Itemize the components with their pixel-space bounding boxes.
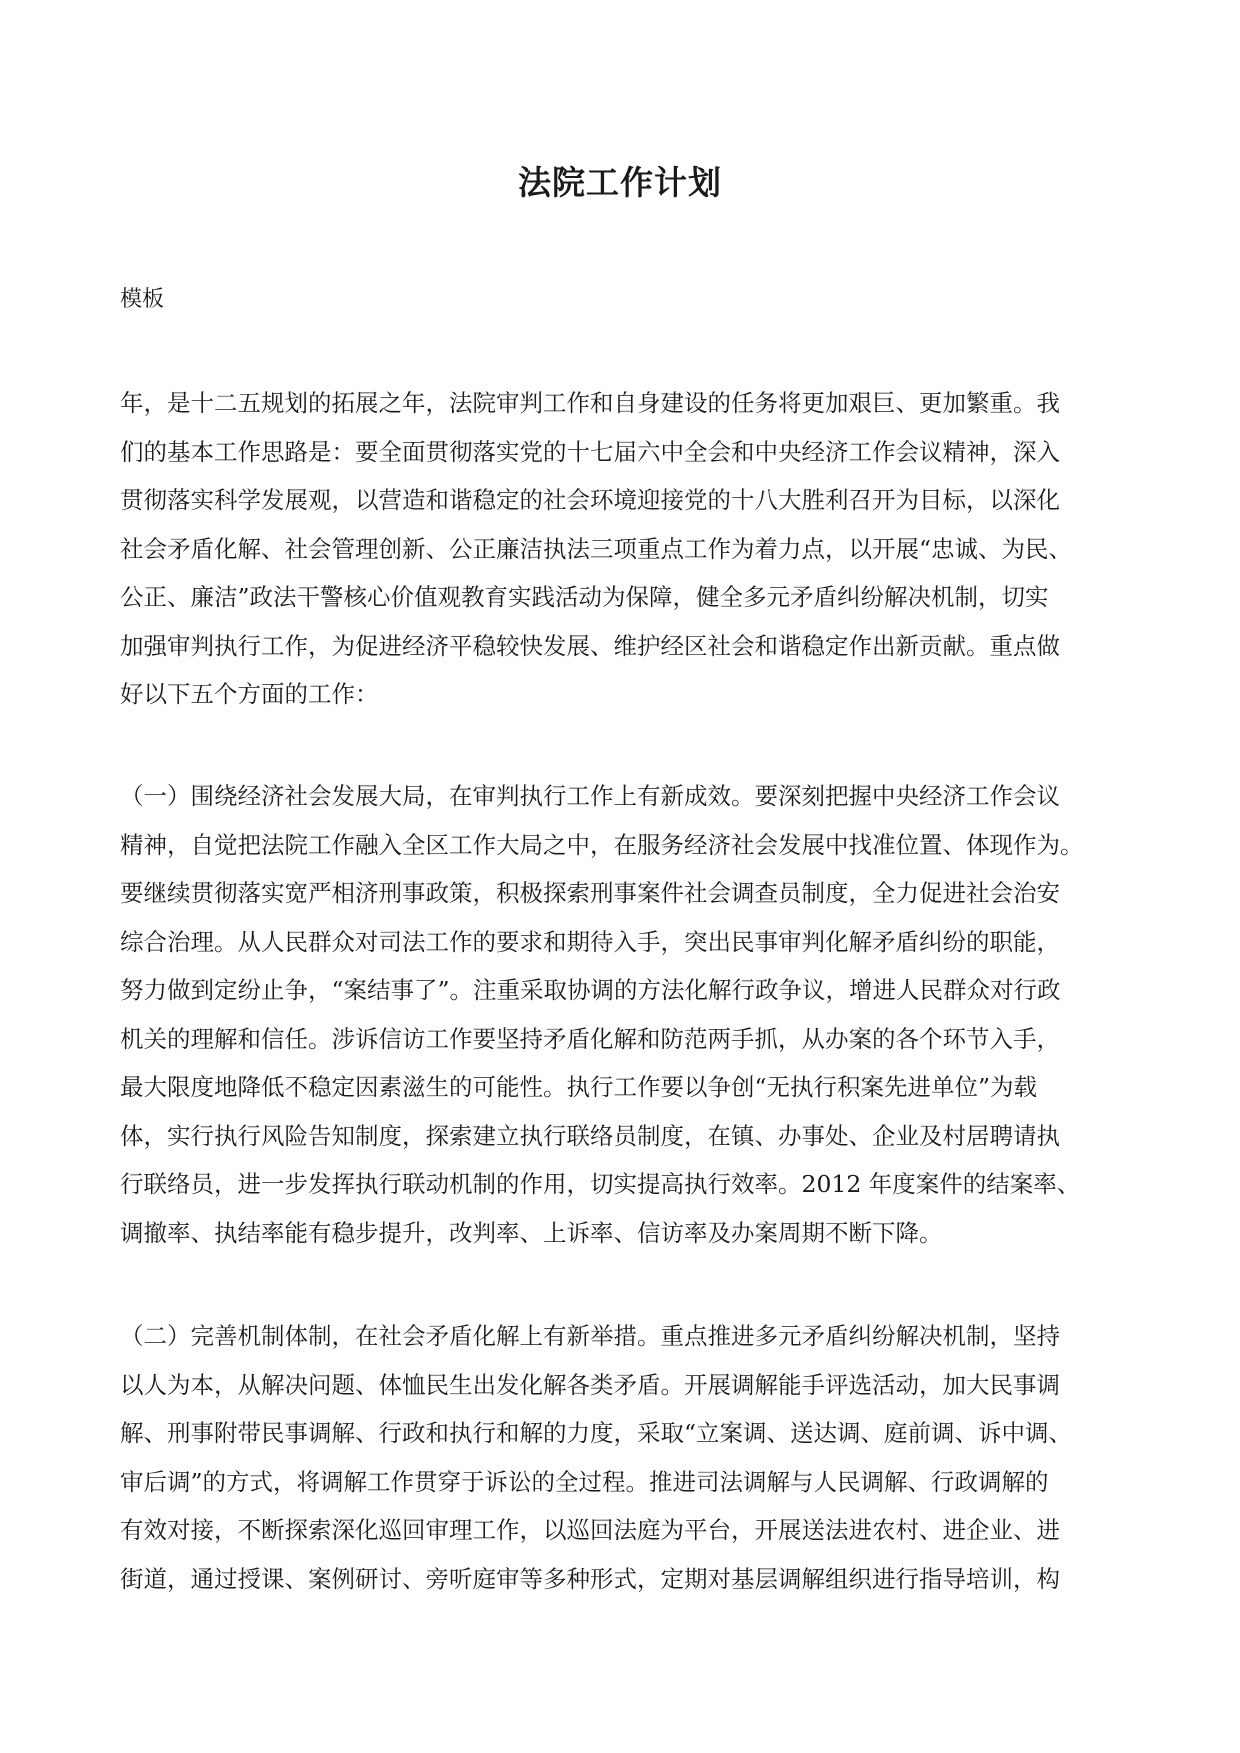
paragraph-intro: 年，是十二五规划的拓展之年，法院审判工作和自身建设的任务将更加艰巨、更加繁重。我 们的基本工作思路是：要全面贯彻落实党的十七届六中全会和中央经济工作会议精神，深入 贯彻落实科学发展观，以营造和谐稳定的社会环境迎接党的十八大胜利召开为目标，以深化 社会矛盾化解、社会管理创新、公正廉洁执法三项重点工作为着力点，以开展“忠诚、为民、 公正、廉洁”政法干警核心价值观教育实践活动为保障，健全多元矛盾纠纷解决机制，切实 加强审判执行工作，为促进经济平稳较快发展、维护经区社会和谐稳定作出新贡献。重点做 好以下五个方面的工作： [120,389,1073,708]
document-title: 法院工作计划 [518,163,722,202]
template-label: 模板 [120,287,165,312]
paragraph-section-1: （一）围绕经济社会发展大局，在审判执行工作上有新成效。要深刻把握中央经济工作会议 精神，自觉把法院工作融入全区工作大局之中，在服务经济社会发展中找准位置、体现作为。 要继续贯彻落实宽严相济刑事政策，积极探索刑事案件社会调查员制度，全力促进社会治安 综合治理。从人民群众对司法工作的要求和期待入手，突出民事审判化解矛盾纠纷的职能， 努力做到定纷止争，“案结事了”。注重采取协调的方法化解行政争议，增进人民群众对行政 机关的理解和信任。涉诉信访工作要坚持矛盾化解和防范两手抓，从办案的各个环节入手， 最大限度地降低不稳定因素滋生的可能性。执行工作要以争创“无执行积案先进单位”为载 体，实行执行风险告知制度，探索建立执行联络员制度，在镇、办事处、企业及村居聘请执 行联络员，进一步发挥执行联动机制的作用，切实提高执行效率。2012 年度案件的结案率、 调撤率、执结率能有稳步提升，改判率、上诉率、信访率及办案周期不断下降。 [120,782,1084,1247]
paragraph-section-2: （二）完善机制体制，在社会矛盾化解上有新举措。重点推进多元矛盾纠纷解决机制，坚持 以人为本，从解决问题、体恤民生出发化解各类矛盾。开展调解能手评选活动，加大民事调 解、刑事附带民事调解、行政和执行和解的力度，采取“立案调、送达调、庭前调、诉中调、 审后调”的方式，将调解工作贯穿于诉讼的全过程。推进司法调解与人民调解、行政调解的 有效对接，不断探索深化巡回审理工作，以巡回法庭为平台，开展送法进农村、进企业、进 街道，通过授课、案例研讨、旁听庭审等多种形式，定期对基层调解组织进行指导培训，构 [120,1322,1073,1593]
